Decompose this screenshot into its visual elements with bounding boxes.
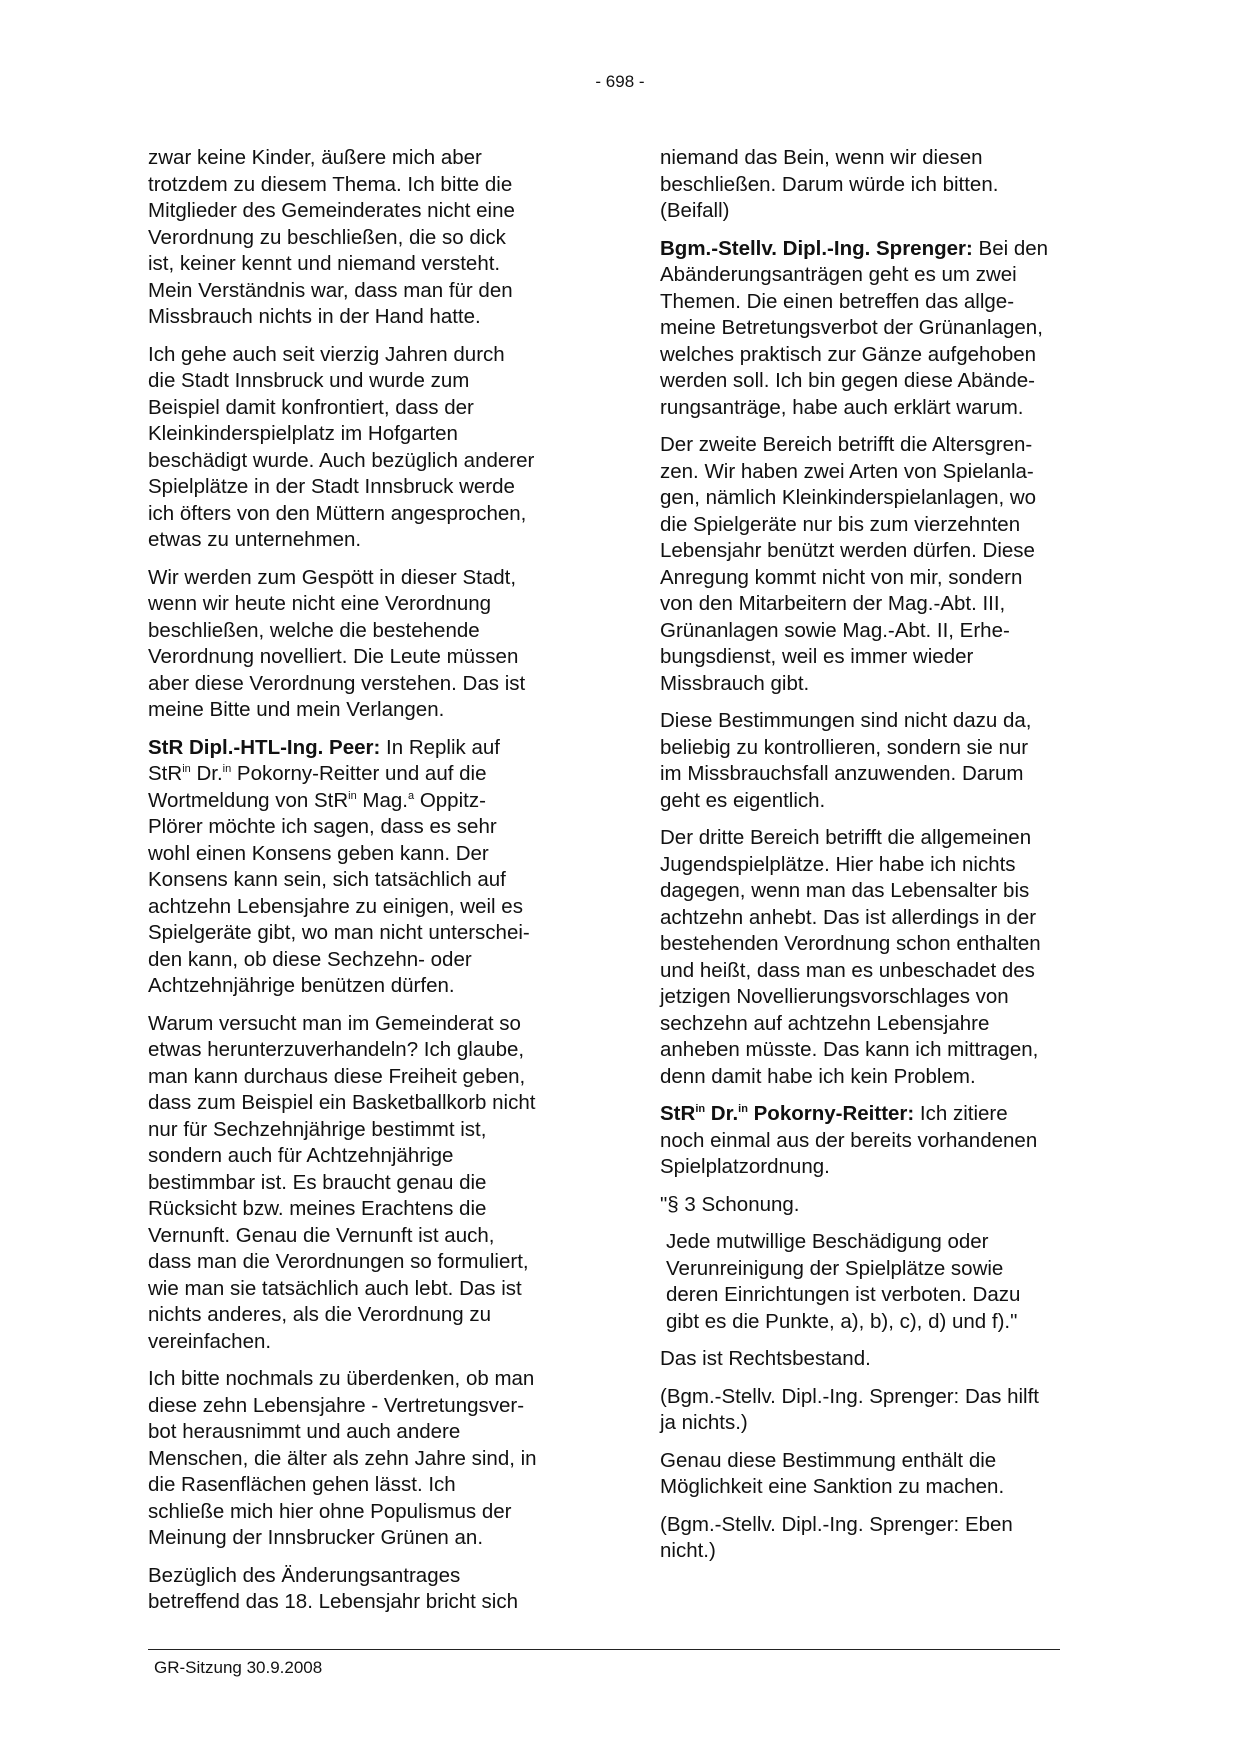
quote-heading: "§ 3 Schonung. — [660, 1192, 800, 1216]
superscript: a — [408, 789, 415, 802]
page-number: - 698 - — [595, 72, 645, 91]
superscript: in — [182, 763, 191, 775]
paragraph: Ich gehe auch seit vierzig Jahren durch die Stadt Innsbruck und wurde zum Beispiel damit konfrontiert, dass der Kleinkinderspielplatz im Hofgarten beschädigt wurde. Auch bezüglich anderer Spielplätze in der Stadt Innsbruck werde ich öfters von den Müttern angesprochen, etwas zu unternehmen. — [148, 342, 535, 551]
paragraph: Warum versucht man im Gemeinderat so etwas herunterzuverhandeln? Ich glaube, man kann durchaus diese Freiheit geben, dass zum Beispiel ein Basketballkorb nicht nur für Sechzehnjährige bestimmt ist, sondern auch für Achtzehnjährige bestimmbar ist. Es braucht genau die Rücksicht bzw. meines Erachtens die Vernunft. Genau die Vernunft ist auch, dass man die Verordnungen so formuliert, wie man sie tatsächlich auch lebt. Das ist nichts anderes, als die Verordnung zu vereinfachen. — [148, 1011, 536, 1353]
interjection: (Bgm.-Stellv. Dipl.-Ing. Sprenger: Das hilft ja nichts.) — [660, 1384, 1039, 1434]
speech-text: Pokorny-Reitter und auf die Wortmeldung von StR — [148, 762, 487, 812]
paragraph: Der zweite Bereich betrifft die Altersgren- zen. Wir haben zwei Arten von Spielanla- gen, nämlich Kleinkinderspielanlagen, wo die Spielgeräte nur bis zum vierzehnten Lebensjahr benützt werden dürfen. Diese Anregung kommt nicht von mir, sondern von den Mitarbeitern der Mag.-Abt. III, Grünanlagen sowie Mag.-Abt. II, Erhe- bungsdienst, weil es immer wieder Missbrauch gibt. — [660, 433, 1037, 695]
interjection: (Bgm.-Stellv. Dipl.-Ing. Sprenger: Eben nicht.) — [660, 1512, 1013, 1562]
speech-peer — [148, 735, 588, 1000]
speaker-name: StR Dipl.-HTL-Ing. Peer: — [148, 735, 381, 759]
speech-text: Oppitz- Plörer möchte ich sagen, dass es sehr wohl einen Konsens geben kann. Der Konsens kann sein, sich tatsächlich auf achtzehn Lebensjahre zu einigen, weil es Spielgeräte gibt, wo man nicht unterschei- den kann, ob diese Sechzehn- oder Achtzehnjährige benützen dürfen. — [148, 788, 530, 997]
paragraph: Ich bitte nochmals zu überdenken, ob man diese zehn Lebensjahre - Vertretungsver- bot herausnimmt und auch andere Menschen, die älter als zehn Jahre sind, in die Rasenflächen gehen lässt. Ich schließe mich hier ohne Populismus der Meinung der Innsbrucker Grünen an. — [148, 1367, 537, 1549]
speech-text: Bei den Abänderungsanträgen geht es um zwei Themen. Die einen betreffen das allge- meine Betretungsverbot der Grünanlagen, welches praktisch zur Gänze aufgehoben werden soll. Ich bin gegen diese Abände- rungsanträge, habe auch erklärt warum. — [660, 236, 1049, 419]
paragraph: Genau diese Bestimmung enthält die Möglichkeit eine Sanktion zu machen. — [660, 1448, 1005, 1498]
speech-pokorny-reitter — [660, 1101, 1100, 1181]
speech-text: Mag. — [356, 788, 408, 812]
speaker-name-part: Dr. — [705, 1102, 739, 1125]
speech-text: Dr. — [190, 762, 223, 785]
paragraph: niemand das Bein, wenn wir diesen beschließen. Darum würde ich bitten. (Beifall) — [660, 146, 999, 222]
speaker-name-part: StR — [660, 1102, 696, 1125]
paragraph: zwar keine Kinder, äußere mich aber trotzdem zu diesem Thema. Ich bitte die Mitglieder des Gemeinderates nicht eine Verordnung zu beschließen, die so dick ist, keiner kennt und niemand versteht. Mein Verständnis war, dass man für den Missbrauch nichts in der Hand hatte. — [148, 146, 515, 328]
footer-divider — [148, 1649, 1060, 1650]
paragraph: Der dritte Bereich betrifft die allgemeinen Jugendspielplätze. Hier habe ich nichts dagegen, wenn man das Lebensalter bis achtzehn anhebt. Das ist allerdings in der bestehenden Verordnung schon enthalten und heißt, dass man es unbeschadet des jetzigen Novellierungsvorschlages von sechzehn auf achtzehn Lebensjahre anheben müsste. Das kann ich mittragen, denn damit habe ich kein Problem. — [660, 826, 1041, 1088]
paragraph: Diese Bestimmungen sind nicht dazu da, beliebig zu kontrollieren, sondern sie nur im Missbrauchsfall anzuwenden. Darum geht es eigentlich. — [660, 709, 1032, 812]
speech-sprenger — [660, 236, 1100, 422]
right-column — [660, 145, 1100, 1576]
footer-session-date: GR-Sitzung 30.9.2008 — [154, 1658, 323, 1677]
left-column — [148, 145, 588, 1627]
superscript: in — [738, 1103, 748, 1115]
superscript: in — [348, 789, 357, 802]
speech-text: Ich zitiere noch einmal aus der bereits vorhandenen Spielplatzordnung. — [660, 1102, 1038, 1178]
superscript: in — [222, 763, 232, 775]
speaker-name — [660, 1102, 914, 1125]
superscript: in — [695, 1103, 706, 1115]
speaker-name-part: Pokorny-Reitter: — [747, 1102, 915, 1125]
paragraph: Wir werden zum Gespött in dieser Stadt, wenn wir heute nicht eine Verordnung beschließen, welche die bestehende Verordnung novelliert. Die Leute müssen aber diese Verordnung verstehen. Das ist meine Bitte und mein Verlangen. — [148, 565, 526, 721]
speech-text: In Replik auf StR — [148, 735, 500, 785]
paragraph: Bezüglich des Änderungsantrages betreffend das 18. Lebensjahr bricht sich — [148, 1563, 519, 1613]
speaker-name: Bgm.-Stellv. Dipl.-Ing. Sprenger: — [660, 236, 973, 260]
quote-body: Jede mutwillige Beschädigung oder Verunreinigung der Spielplätze sowie deren Einrichtungen ist verboten. Dazu gibt es die Punkte, a), b), c), d) und f)." — [666, 1230, 1021, 1333]
paragraph: Das ist Rechtsbestand. — [660, 1347, 871, 1370]
